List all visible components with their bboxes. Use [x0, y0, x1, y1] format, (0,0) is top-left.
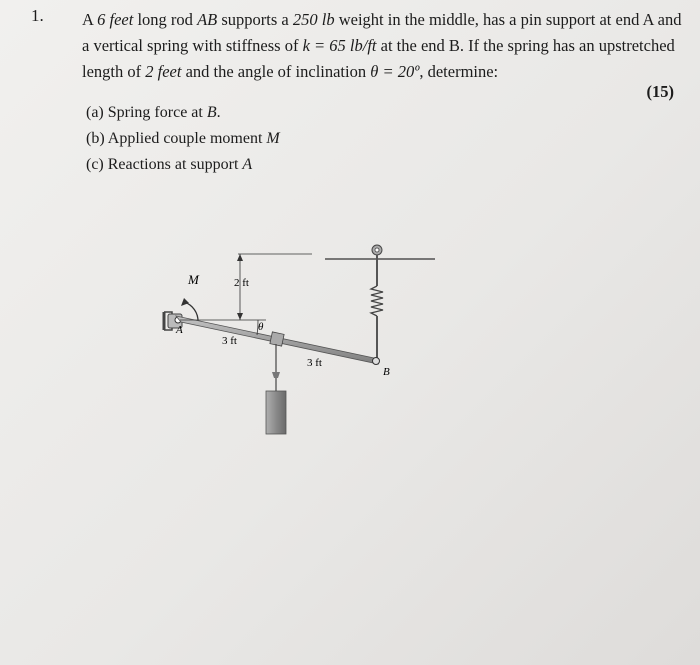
inclination-angle: θ = 20º [370, 62, 420, 81]
weight-hook-icon [272, 372, 280, 378]
text-fragment: , determine: [419, 62, 499, 81]
rod-name: AB [197, 10, 218, 29]
part-label: (a) Spring force at [86, 104, 207, 121]
spring-stiffness: k = 65 lb/ft [302, 36, 377, 55]
label-m: M [188, 272, 199, 287]
text-fragment: a vertical spring with stiffness of [82, 36, 303, 55]
rod-spring-diagram [150, 236, 450, 446]
problem-line-3 [82, 59, 682, 85]
question-parts [86, 100, 280, 178]
problem-line-1 [82, 7, 682, 33]
text-fragment: A [82, 10, 98, 29]
marks-value: (15) [646, 82, 674, 101]
text-fragment: at the end B. If the spring has an upstretched [376, 36, 675, 55]
hanging-weight [266, 391, 286, 434]
part-label: (b) Applied couple moment [86, 130, 267, 147]
end-b-pin-icon [373, 358, 380, 365]
text-fragment: weight in the middle, has a pin support at end A and [334, 10, 682, 29]
spring-coil-icon [371, 286, 383, 316]
part-b [86, 126, 280, 152]
weight-value: 250 lb [292, 10, 335, 29]
part-variable: M [266, 130, 280, 147]
label-a: A [176, 324, 183, 336]
diagram-svg [150, 236, 450, 446]
unstretched-length: 2 feet [145, 62, 182, 81]
rod-length: 6 feet [97, 10, 134, 29]
label-3ft-left: 3 ft [222, 335, 237, 347]
text-fragment: and the angle of inclination [181, 62, 371, 81]
part-variable: B [206, 104, 217, 121]
text-fragment: length of [82, 62, 146, 81]
part-a [86, 100, 280, 126]
part-label: (c) Reactions at support [86, 156, 243, 173]
part-variable: A [242, 156, 253, 173]
moment-arrowhead-icon [181, 298, 189, 306]
problem-line-2 [82, 33, 682, 59]
label-3ft-right: 3 ft [307, 357, 322, 369]
part-c [86, 152, 280, 178]
spring-anchor-pin-icon [375, 248, 379, 252]
rod-collar [270, 332, 284, 346]
dimension-arrow-bottom-icon [237, 313, 243, 320]
label-2ft: 2 ft [234, 277, 249, 289]
label-theta: θ [258, 321, 264, 333]
text-fragment: long rod [133, 10, 198, 29]
dimension-arrow-top-icon [237, 254, 243, 261]
problem-statement [82, 7, 682, 85]
label-b: B [383, 366, 390, 378]
text-fragment: supports a [217, 10, 293, 29]
part-end: . [216, 104, 221, 121]
question-number: 1. [31, 6, 44, 25]
